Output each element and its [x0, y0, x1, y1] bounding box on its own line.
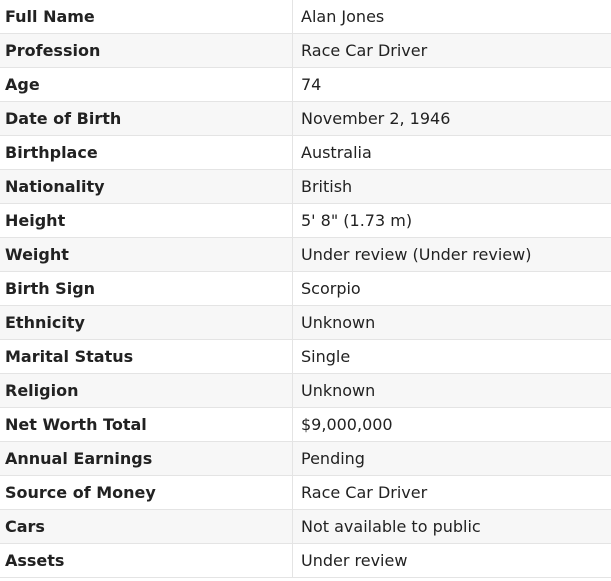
row-label: Nationality	[0, 170, 293, 204]
row-value: Under review	[293, 544, 611, 578]
row-label: Birthplace	[0, 136, 293, 170]
row-value: Single	[293, 340, 611, 374]
table-row	[0, 0, 611, 34]
table-row	[0, 34, 611, 68]
row-label: Full Name	[0, 0, 293, 34]
row-value: Under review (Under review)	[293, 238, 611, 272]
row-label: Profession	[0, 34, 293, 68]
table-row	[0, 340, 611, 374]
table-row	[0, 442, 611, 476]
row-value: Alan Jones	[293, 0, 611, 34]
row-value: Unknown	[293, 374, 611, 408]
row-label: Date of Birth	[0, 102, 293, 136]
table-row	[0, 544, 611, 578]
row-value: Unknown	[293, 306, 611, 340]
table-row	[0, 374, 611, 408]
row-label: Height	[0, 204, 293, 238]
table-row	[0, 238, 611, 272]
row-value: $9,000,000	[293, 408, 611, 442]
table-row	[0, 510, 611, 544]
row-label: Ethnicity	[0, 306, 293, 340]
row-value: Race Car Driver	[293, 476, 611, 510]
row-label: Marital Status	[0, 340, 293, 374]
row-value: Not available to public	[293, 510, 611, 544]
row-label: Source of Money	[0, 476, 293, 510]
row-label: Cars	[0, 510, 293, 544]
row-value: British	[293, 170, 611, 204]
row-label: Birth Sign	[0, 272, 293, 306]
table-row	[0, 102, 611, 136]
row-value: 74	[293, 68, 611, 102]
row-value: Pending	[293, 442, 611, 476]
row-label: Age	[0, 68, 293, 102]
row-value: Race Car Driver	[293, 34, 611, 68]
row-value: November 2, 1946	[293, 102, 611, 136]
table-row	[0, 476, 611, 510]
table-row	[0, 170, 611, 204]
table-row	[0, 136, 611, 170]
table-row	[0, 68, 611, 102]
table-row	[0, 408, 611, 442]
table-row	[0, 204, 611, 238]
row-label: Weight	[0, 238, 293, 272]
row-value: 5' 8" (1.73 m)	[293, 204, 611, 238]
row-label: Net Worth Total	[0, 408, 293, 442]
row-label: Assets	[0, 544, 293, 578]
table-row	[0, 306, 611, 340]
row-label: Annual Earnings	[0, 442, 293, 476]
row-value: Australia	[293, 136, 611, 170]
row-label: Religion	[0, 374, 293, 408]
table-row	[0, 272, 611, 306]
row-value: Scorpio	[293, 272, 611, 306]
